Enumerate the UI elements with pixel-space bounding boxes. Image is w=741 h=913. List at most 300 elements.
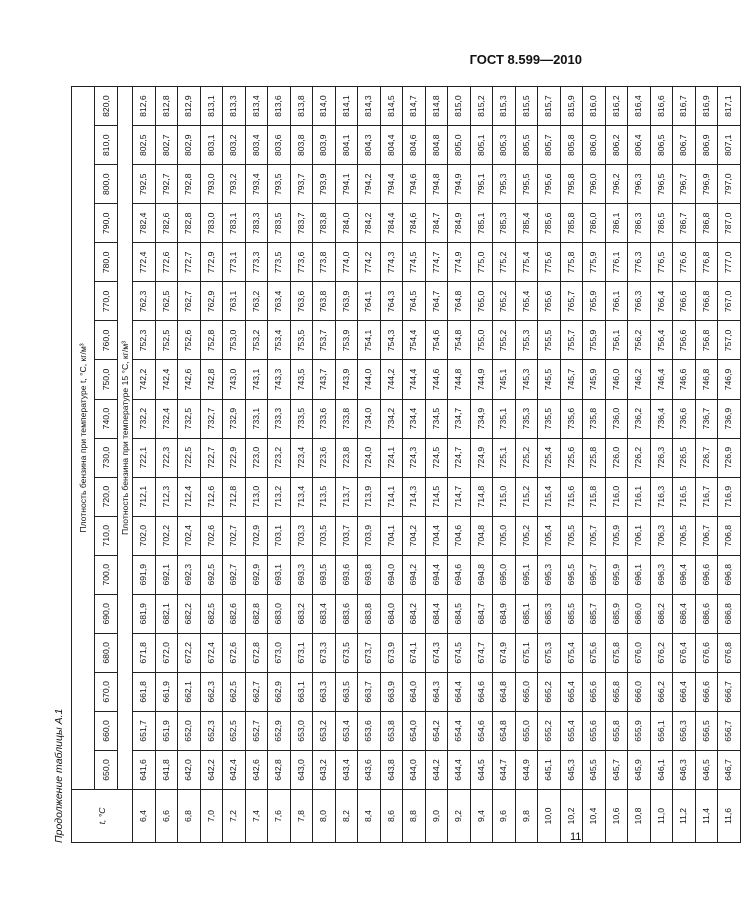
density-cell: 686,0 bbox=[628, 594, 651, 633]
density-cell: 654,4 bbox=[448, 711, 471, 750]
column-header: 660,0 bbox=[95, 711, 118, 750]
temperature-cell: 7,2 bbox=[223, 790, 246, 843]
density-cell: 661,9 bbox=[155, 672, 178, 711]
density-cell: 767,0 bbox=[718, 282, 741, 321]
density-cell: 734,7 bbox=[448, 399, 471, 438]
density-cell: 764,3 bbox=[380, 282, 403, 321]
density-cell: 784,6 bbox=[403, 204, 426, 243]
density-cell: 732,9 bbox=[223, 399, 246, 438]
density-cell: 726,3 bbox=[650, 438, 673, 477]
temperature-cell: 6,4 bbox=[133, 790, 156, 843]
density-cell: 692,1 bbox=[155, 555, 178, 594]
density-cell: 746,8 bbox=[695, 360, 718, 399]
density-cell: 656,1 bbox=[650, 711, 673, 750]
density-cell: 723,2 bbox=[268, 438, 291, 477]
density-cell: 695,9 bbox=[605, 555, 628, 594]
column-header: 700,0 bbox=[95, 555, 118, 594]
density-cell: 713,7 bbox=[335, 477, 358, 516]
density-cell: 753,9 bbox=[335, 321, 358, 360]
density-cell: 792,5 bbox=[133, 165, 156, 204]
density-cell: 794,1 bbox=[335, 165, 358, 204]
density-cell: 683,8 bbox=[358, 594, 381, 633]
density-cell: 775,2 bbox=[493, 243, 516, 282]
density-cell: 696,8 bbox=[718, 555, 741, 594]
density-cell: 732,4 bbox=[155, 399, 178, 438]
temperature-cell: 10,8 bbox=[628, 790, 651, 843]
density-cell: 703,3 bbox=[290, 516, 313, 555]
density-cell: 797,0 bbox=[718, 165, 741, 204]
density-cell: 753,0 bbox=[223, 321, 246, 360]
density-cell: 736,2 bbox=[628, 399, 651, 438]
table-row bbox=[335, 87, 358, 843]
density-cell: 675,8 bbox=[605, 633, 628, 672]
density-cell: 785,6 bbox=[538, 204, 561, 243]
density-cell: 716,7 bbox=[695, 477, 718, 516]
density-cell: 723,8 bbox=[335, 438, 358, 477]
density-cell: 693,8 bbox=[358, 555, 381, 594]
density-cell: 702,7 bbox=[223, 516, 246, 555]
density-cell: 796,2 bbox=[605, 165, 628, 204]
density-cell: 746,0 bbox=[605, 360, 628, 399]
density-cell: 685,1 bbox=[515, 594, 538, 633]
density-cell: 804,4 bbox=[380, 126, 403, 165]
density-cell: 785,1 bbox=[470, 204, 493, 243]
density-cell: 724,3 bbox=[403, 438, 426, 477]
density-cell: 733,3 bbox=[268, 399, 291, 438]
density-cell: 735,3 bbox=[515, 399, 538, 438]
density-cell: 766,6 bbox=[673, 282, 696, 321]
density-cell: 772,4 bbox=[133, 243, 156, 282]
density-cell: 806,4 bbox=[628, 126, 651, 165]
density-cell: 665,6 bbox=[583, 672, 606, 711]
density-cell: 786,1 bbox=[605, 204, 628, 243]
density-cell: 786,7 bbox=[673, 204, 696, 243]
density-cell: 664,3 bbox=[425, 672, 448, 711]
density-cell: 682,2 bbox=[178, 594, 201, 633]
density-cell: 733,1 bbox=[245, 399, 268, 438]
density-cell: 685,5 bbox=[560, 594, 583, 633]
density-cell: 673,1 bbox=[290, 633, 313, 672]
density-cell: 743,3 bbox=[268, 360, 291, 399]
density-cell: 723,0 bbox=[245, 438, 268, 477]
density-cell: 691,9 bbox=[133, 555, 156, 594]
density-cell: 755,3 bbox=[515, 321, 538, 360]
density-cell: 774,7 bbox=[425, 243, 448, 282]
density-cell: 694,4 bbox=[425, 555, 448, 594]
density-cell: 734,4 bbox=[403, 399, 426, 438]
table-row bbox=[313, 87, 336, 843]
table-row bbox=[538, 87, 561, 843]
temperature-cell: 8,8 bbox=[403, 790, 426, 843]
density-cell: 815,3 bbox=[493, 87, 516, 126]
density-cell: 762,3 bbox=[133, 282, 156, 321]
density-cell: 724,9 bbox=[470, 438, 493, 477]
density-cell: 796,3 bbox=[628, 165, 651, 204]
density-cell: 786,3 bbox=[628, 204, 651, 243]
density-cell: 804,3 bbox=[358, 126, 381, 165]
density-cell: 735,5 bbox=[538, 399, 561, 438]
density-cell: 804,8 bbox=[425, 126, 448, 165]
density-cell: 693,5 bbox=[313, 555, 336, 594]
density-cell: 672,8 bbox=[245, 633, 268, 672]
density-cell: 676,2 bbox=[650, 633, 673, 672]
density-cell: 785,8 bbox=[560, 204, 583, 243]
density-cell: 706,1 bbox=[628, 516, 651, 555]
density-cell: 793,2 bbox=[223, 165, 246, 204]
temperature-cell: 7,0 bbox=[200, 790, 223, 843]
density-cell: 703,5 bbox=[313, 516, 336, 555]
density-cell: 742,6 bbox=[178, 360, 201, 399]
density-cell: 744,2 bbox=[380, 360, 403, 399]
table-row bbox=[403, 87, 426, 843]
density-cell: 722,1 bbox=[133, 438, 156, 477]
column-header: 740,0 bbox=[95, 399, 118, 438]
density-cell: 644,9 bbox=[515, 750, 538, 789]
density-cell: 704,8 bbox=[470, 516, 493, 555]
density-cell: 716,0 bbox=[605, 477, 628, 516]
table-row bbox=[425, 87, 448, 843]
density-cell: 755,7 bbox=[560, 321, 583, 360]
density-cell: 812,9 bbox=[178, 87, 201, 126]
density-cell: 693,6 bbox=[335, 555, 358, 594]
density-cell: 675,4 bbox=[560, 633, 583, 672]
density-cell: 815,9 bbox=[560, 87, 583, 126]
density-cell: 714,1 bbox=[380, 477, 403, 516]
density-cell: 793,5 bbox=[268, 165, 291, 204]
density-cell: 694,8 bbox=[470, 555, 493, 594]
density-cell: 782,4 bbox=[133, 204, 156, 243]
density-cell: 803,1 bbox=[200, 126, 223, 165]
table-row bbox=[155, 87, 178, 843]
density-cell: 663,1 bbox=[290, 672, 313, 711]
density-cell: 681,9 bbox=[133, 594, 156, 633]
density-cell: 743,5 bbox=[290, 360, 313, 399]
density-cell: 664,0 bbox=[403, 672, 426, 711]
density-cell: 713,5 bbox=[313, 477, 336, 516]
density-cell: 722,9 bbox=[223, 438, 246, 477]
density-cell: 775,4 bbox=[515, 243, 538, 282]
density-cell: 807,1 bbox=[718, 126, 741, 165]
density-cell: 744,0 bbox=[358, 360, 381, 399]
density-cell: 816,4 bbox=[628, 87, 651, 126]
density-cell: 806,5 bbox=[650, 126, 673, 165]
density-cell: 813,6 bbox=[268, 87, 291, 126]
density-cell: 703,7 bbox=[335, 516, 358, 555]
temperature-cell: 6,8 bbox=[178, 790, 201, 843]
density-cell: 753,7 bbox=[313, 321, 336, 360]
temperature-cell: 8,0 bbox=[313, 790, 336, 843]
density-cell: 782,6 bbox=[155, 204, 178, 243]
density-cell: 675,6 bbox=[583, 633, 606, 672]
density-cell: 733,8 bbox=[335, 399, 358, 438]
density-cell: 693,3 bbox=[290, 555, 313, 594]
density-cell: 702,9 bbox=[245, 516, 268, 555]
density-cell: 795,1 bbox=[470, 165, 493, 204]
density-cell: 712,6 bbox=[200, 477, 223, 516]
density-cell: 786,8 bbox=[695, 204, 718, 243]
density-cell: 794,9 bbox=[448, 165, 471, 204]
density-cell: 744,9 bbox=[470, 360, 493, 399]
density-cell: 654,8 bbox=[493, 711, 516, 750]
density-cell: 704,2 bbox=[403, 516, 426, 555]
density-cell: 705,7 bbox=[583, 516, 606, 555]
density-cell: 802,9 bbox=[178, 126, 201, 165]
density-cell: 764,7 bbox=[425, 282, 448, 321]
density-cell: 746,9 bbox=[718, 360, 741, 399]
density-cell: 646,7 bbox=[718, 750, 741, 789]
density-cell: 643,8 bbox=[380, 750, 403, 789]
density-cell: 712,8 bbox=[223, 477, 246, 516]
column-header: 780,0 bbox=[95, 243, 118, 282]
density-cell: 673,5 bbox=[335, 633, 358, 672]
density-cell: 756,2 bbox=[628, 321, 651, 360]
column-header: 750,0 bbox=[95, 360, 118, 399]
density-cell: 676,0 bbox=[628, 633, 651, 672]
density-cell: 763,4 bbox=[268, 282, 291, 321]
density-cell: 666,0 bbox=[628, 672, 651, 711]
density-cell: 812,6 bbox=[133, 87, 156, 126]
density-cell: 763,8 bbox=[313, 282, 336, 321]
density-cell: 655,2 bbox=[538, 711, 561, 750]
density-cell: 794,2 bbox=[358, 165, 381, 204]
density-cell: 674,5 bbox=[448, 633, 471, 672]
density-cell: 705,9 bbox=[605, 516, 628, 555]
density-cell: 745,9 bbox=[583, 360, 606, 399]
density-cell: 752,5 bbox=[155, 321, 178, 360]
density-cell: 706,7 bbox=[695, 516, 718, 555]
density-cell: 756,6 bbox=[673, 321, 696, 360]
table-row bbox=[358, 87, 381, 843]
density-cell: 777,0 bbox=[718, 243, 741, 282]
density-cell: 724,1 bbox=[380, 438, 403, 477]
density-cell: 796,0 bbox=[583, 165, 606, 204]
density-cell: 652,7 bbox=[245, 711, 268, 750]
density-cell: 643,2 bbox=[313, 750, 336, 789]
density-cell: 736,9 bbox=[718, 399, 741, 438]
density-cell: 756,4 bbox=[650, 321, 673, 360]
table-row bbox=[605, 87, 628, 843]
temperature-cell: 8,4 bbox=[358, 790, 381, 843]
density-cell: 694,6 bbox=[448, 555, 471, 594]
density-cell: 816,9 bbox=[695, 87, 718, 126]
density-cell: 672,0 bbox=[155, 633, 178, 672]
temperature-cell: 9,4 bbox=[470, 790, 493, 843]
density-cell: 672,6 bbox=[223, 633, 246, 672]
density-cell: 783,7 bbox=[290, 204, 313, 243]
density-cell: 695,5 bbox=[560, 555, 583, 594]
density-cell: 702,4 bbox=[178, 516, 201, 555]
density-cell: 702,6 bbox=[200, 516, 223, 555]
density-cell: 705,5 bbox=[560, 516, 583, 555]
density-cell: 642,6 bbox=[245, 750, 268, 789]
density-cell: 673,7 bbox=[358, 633, 381, 672]
density-cell: 744,8 bbox=[448, 360, 471, 399]
density-cell: 816,6 bbox=[650, 87, 673, 126]
density-cell: 694,2 bbox=[403, 555, 426, 594]
density-cell: 726,9 bbox=[718, 438, 741, 477]
table-row bbox=[223, 87, 246, 843]
density-cell: 696,3 bbox=[650, 555, 673, 594]
density-cell: 814,7 bbox=[403, 87, 426, 126]
column-header: 770,0 bbox=[95, 282, 118, 321]
density-cell: 763,6 bbox=[290, 282, 313, 321]
density-cell: 713,2 bbox=[268, 477, 291, 516]
temperature-cell: 9,0 bbox=[425, 790, 448, 843]
density-cell: 683,4 bbox=[313, 594, 336, 633]
temperature-cell: 7,8 bbox=[290, 790, 313, 843]
density-cell: 665,2 bbox=[538, 672, 561, 711]
density-cell: 704,6 bbox=[448, 516, 471, 555]
density-cell: 641,6 bbox=[133, 750, 156, 789]
density-cell: 743,9 bbox=[335, 360, 358, 399]
density-cell: 673,9 bbox=[380, 633, 403, 672]
density-cell: 814,5 bbox=[380, 87, 403, 126]
density-cell: 661,8 bbox=[133, 672, 156, 711]
density-cell: 643,0 bbox=[290, 750, 313, 789]
density-cell: 815,0 bbox=[448, 87, 471, 126]
column-header: 680,0 bbox=[95, 633, 118, 672]
density-cell: 684,5 bbox=[448, 594, 471, 633]
density-cell: 755,2 bbox=[493, 321, 516, 360]
density-cell: 803,2 bbox=[223, 126, 246, 165]
density-cell: 772,7 bbox=[178, 243, 201, 282]
density-cell: 655,0 bbox=[515, 711, 538, 750]
density-cell: 774,9 bbox=[448, 243, 471, 282]
table-row bbox=[628, 87, 651, 843]
column-header: 730,0 bbox=[95, 438, 118, 477]
density-cell: 674,7 bbox=[470, 633, 493, 672]
density-cell: 745,7 bbox=[560, 360, 583, 399]
density-cell: 676,6 bbox=[695, 633, 718, 672]
density-cell: 663,5 bbox=[335, 672, 358, 711]
density-cell: 645,9 bbox=[628, 750, 651, 789]
density-cell: 803,8 bbox=[290, 126, 313, 165]
density-cell: 796,9 bbox=[695, 165, 718, 204]
density-cell: 651,7 bbox=[133, 711, 156, 750]
density-cell: 766,3 bbox=[628, 282, 651, 321]
density-cell: 736,4 bbox=[650, 399, 673, 438]
density-cell: 715,6 bbox=[560, 477, 583, 516]
density-cell: 796,7 bbox=[673, 165, 696, 204]
density-cell: 814,3 bbox=[358, 87, 381, 126]
density-cell: 735,8 bbox=[583, 399, 606, 438]
density-cell: 752,3 bbox=[133, 321, 156, 360]
density-cell: 723,4 bbox=[290, 438, 313, 477]
density-cell: 812,8 bbox=[155, 87, 178, 126]
density-cell: 746,6 bbox=[673, 360, 696, 399]
temperature-cell: 10,2 bbox=[560, 790, 583, 843]
temperature-cell: 9,8 bbox=[515, 790, 538, 843]
document-header: ГОСТ 8.599—2010 bbox=[469, 52, 582, 67]
density-cell: 726,5 bbox=[673, 438, 696, 477]
density-cell: 815,7 bbox=[538, 87, 561, 126]
density-cell: 643,6 bbox=[358, 750, 381, 789]
density-cell: 693,1 bbox=[268, 555, 291, 594]
rotated-page-content bbox=[53, 86, 734, 843]
density-cell: 734,0 bbox=[358, 399, 381, 438]
density-cell: 745,1 bbox=[493, 360, 516, 399]
density-cell: 757,0 bbox=[718, 321, 741, 360]
density-cell: 783,5 bbox=[268, 204, 291, 243]
density-cell: 645,7 bbox=[605, 750, 628, 789]
density-cell: 662,7 bbox=[245, 672, 268, 711]
density-cell: 663,7 bbox=[358, 672, 381, 711]
density-cell: 666,2 bbox=[650, 672, 673, 711]
density-cell: 814,1 bbox=[335, 87, 358, 126]
density-cell: 765,9 bbox=[583, 282, 606, 321]
density-cell: 817,1 bbox=[718, 87, 741, 126]
density-cell: 672,4 bbox=[200, 633, 223, 672]
density-cell: 672,2 bbox=[178, 633, 201, 672]
density-cell: 675,3 bbox=[538, 633, 561, 672]
density-cell: 732,7 bbox=[200, 399, 223, 438]
density-cell: 665,0 bbox=[515, 672, 538, 711]
density-cell: 715,4 bbox=[538, 477, 561, 516]
density-cell: 803,9 bbox=[313, 126, 336, 165]
density-cell: 783,3 bbox=[245, 204, 268, 243]
density-cell: 805,8 bbox=[560, 126, 583, 165]
density-cell: 756,8 bbox=[695, 321, 718, 360]
table-row bbox=[560, 87, 583, 843]
density-cell: 734,5 bbox=[425, 399, 448, 438]
density-cell: 644,2 bbox=[425, 750, 448, 789]
table-row bbox=[380, 87, 403, 843]
temperature-cell: 8,2 bbox=[335, 790, 358, 843]
density-cell: 772,9 bbox=[200, 243, 223, 282]
density-cell: 654,6 bbox=[470, 711, 493, 750]
density-cell: 762,9 bbox=[200, 282, 223, 321]
density-cell: 765,0 bbox=[470, 282, 493, 321]
density-cell: 763,1 bbox=[223, 282, 246, 321]
density-cell: 642,8 bbox=[268, 750, 291, 789]
density-cell: 713,4 bbox=[290, 477, 313, 516]
density-cell: 765,6 bbox=[538, 282, 561, 321]
density-cell: 795,3 bbox=[493, 165, 516, 204]
density-cell: 724,0 bbox=[358, 438, 381, 477]
density-cell: 786,5 bbox=[650, 204, 673, 243]
density-cell: 743,7 bbox=[313, 360, 336, 399]
density-cell: 725,4 bbox=[538, 438, 561, 477]
density-cell: 646,5 bbox=[695, 750, 718, 789]
density-cell: 656,3 bbox=[673, 711, 696, 750]
density-cell: 684,2 bbox=[403, 594, 426, 633]
density-cell: 706,3 bbox=[650, 516, 673, 555]
density-cell: 686,4 bbox=[673, 594, 696, 633]
density-cell: 773,1 bbox=[223, 243, 246, 282]
density-cell: 775,0 bbox=[470, 243, 493, 282]
density-cell: 662,1 bbox=[178, 672, 201, 711]
group-title: Плотность бензина при температуре t, °C, кг/м³ bbox=[72, 87, 95, 790]
density-cell: 644,0 bbox=[403, 750, 426, 789]
temperature-cell: 11,2 bbox=[673, 790, 696, 843]
density-cell: 705,0 bbox=[493, 516, 516, 555]
density-cell: 686,6 bbox=[695, 594, 718, 633]
density-cell: 662,9 bbox=[268, 672, 291, 711]
density-cell: 685,9 bbox=[605, 594, 628, 633]
density-cell: 674,1 bbox=[403, 633, 426, 672]
density-cell: 773,5 bbox=[268, 243, 291, 282]
density-cell: 676,4 bbox=[673, 633, 696, 672]
density-cell: 654,2 bbox=[425, 711, 448, 750]
density-cell: 713,0 bbox=[245, 477, 268, 516]
density-cell: 795,8 bbox=[560, 165, 583, 204]
density-cell: 742,8 bbox=[200, 360, 223, 399]
column-header: 670,0 bbox=[95, 672, 118, 711]
density-cell: 775,6 bbox=[538, 243, 561, 282]
density-cell: 806,7 bbox=[673, 126, 696, 165]
density-cell: 773,6 bbox=[290, 243, 313, 282]
density-cell: 752,6 bbox=[178, 321, 201, 360]
